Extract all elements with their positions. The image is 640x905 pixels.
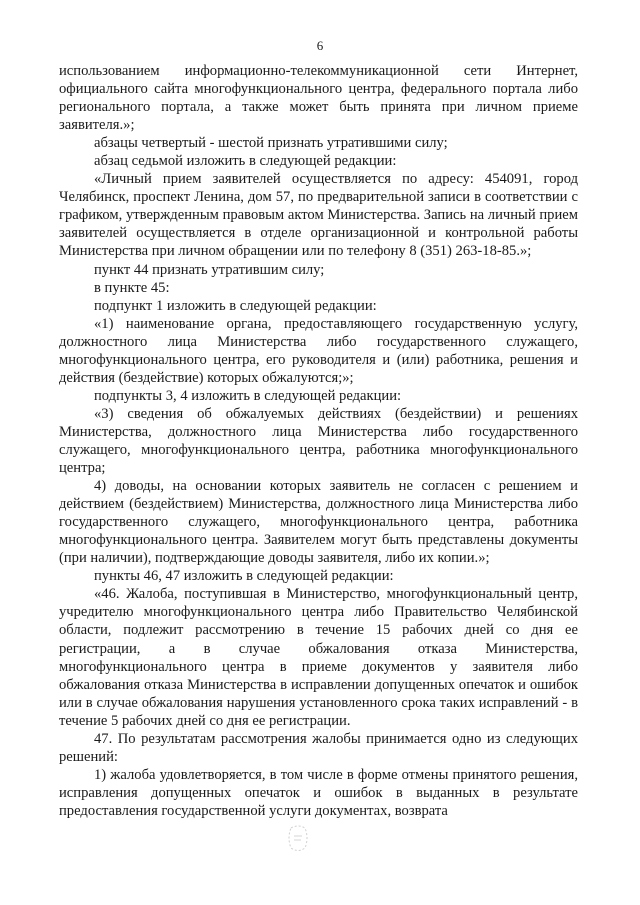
paragraph: абзац седьмой изложить в следующей редакции: bbox=[94, 153, 397, 170]
stamp-mark-icon bbox=[283, 822, 313, 856]
document-body bbox=[59, 62, 578, 820]
paragraph: «3) сведения об обжалуемых действиях (бездействии) и решениях Министерства, должностного лица Министерства либо государственного служащего, многофункционального центра, работника многофункционального центра; bbox=[59, 405, 578, 477]
paragraph: подпункт 1 изложить в следующей редакции: bbox=[94, 297, 377, 314]
paragraph: пункты 46, 47 изложить в следующей редакции: bbox=[94, 568, 394, 585]
paragraph: использованием информационно-телекоммуникационной сети Интернет, официального сайта многофункционального центра, федерального портала либо регионального портала, а также может быть принята при личном приеме заявителя.»; bbox=[59, 63, 578, 134]
paragraph: 1) жалоба удовлетворяется, в том числе в форме отмены принятого решения, исправления допущенных опечаток и ошибок в выданных в результате предоставления государственной услуги документах, возврата bbox=[59, 766, 578, 819]
page-number: 6 bbox=[316, 38, 324, 53]
paragraph: «46. Жалоба, поступившая в Министерство, многофункциональный центр, учредителю многофункционального центра либо Правительство Челябинской области, подлежит рассмотрению в течение 15 рабочих дней со дня ее регистрации, а в случае обжалования отказа Министерства, многофункционального центра в приеме документов у заявителя либо обжалования отказа Министерства в исправлении допущенных опечаток и ошибок или в случае обжалования нарушения установленного срока таких исправлений - в течение 5 рабочих дней со дня ее регистрации. bbox=[59, 586, 578, 729]
paragraph: «1) наименование органа, предоставляющего государственную услугу, должностного лица Министерства либо государственного служащего, многофункционального центра, его руководителя и (или) работника, решения и действия (бездействие) которых обжалуются;»; bbox=[59, 315, 578, 386]
paragraph: в пункте 45: bbox=[94, 279, 170, 296]
paragraph: подпункты 3, 4 изложить в следующей редакции: bbox=[94, 387, 402, 404]
paragraph: 47. По результатам рассмотрения жалобы принимается одно из следующих решений: bbox=[59, 730, 578, 765]
paragraph: «Личный прием заявителей осуществляется по адресу: 454091, город Челябинск, проспект Ленина, дом 57, по предварительной записи в соответствии с графиком, утвержденным правовым актом Министерства. Запись на личный прием заявителей осуществляется в отделе организационной и контрольной работы Министерства при личном обращении или по телефону 8 (351) 263-18-85.»; bbox=[59, 171, 578, 260]
paragraph: 4) доводы, на основании которых заявитель не согласен с решением и действием (бездействием) Министерства, должностного лица Министерства либо государственного служащего, многофункционального центра, работника многофункционального центра. Заявителем могут быть представлены документы (при наличии), подтверждающие доводы заявителя, либо их копии.»; bbox=[59, 478, 578, 567]
paragraph: абзацы четвертый - шестой признать утратившими силу; bbox=[94, 135, 448, 152]
paragraph: пункт 44 признать утратившим силу; bbox=[94, 261, 325, 278]
